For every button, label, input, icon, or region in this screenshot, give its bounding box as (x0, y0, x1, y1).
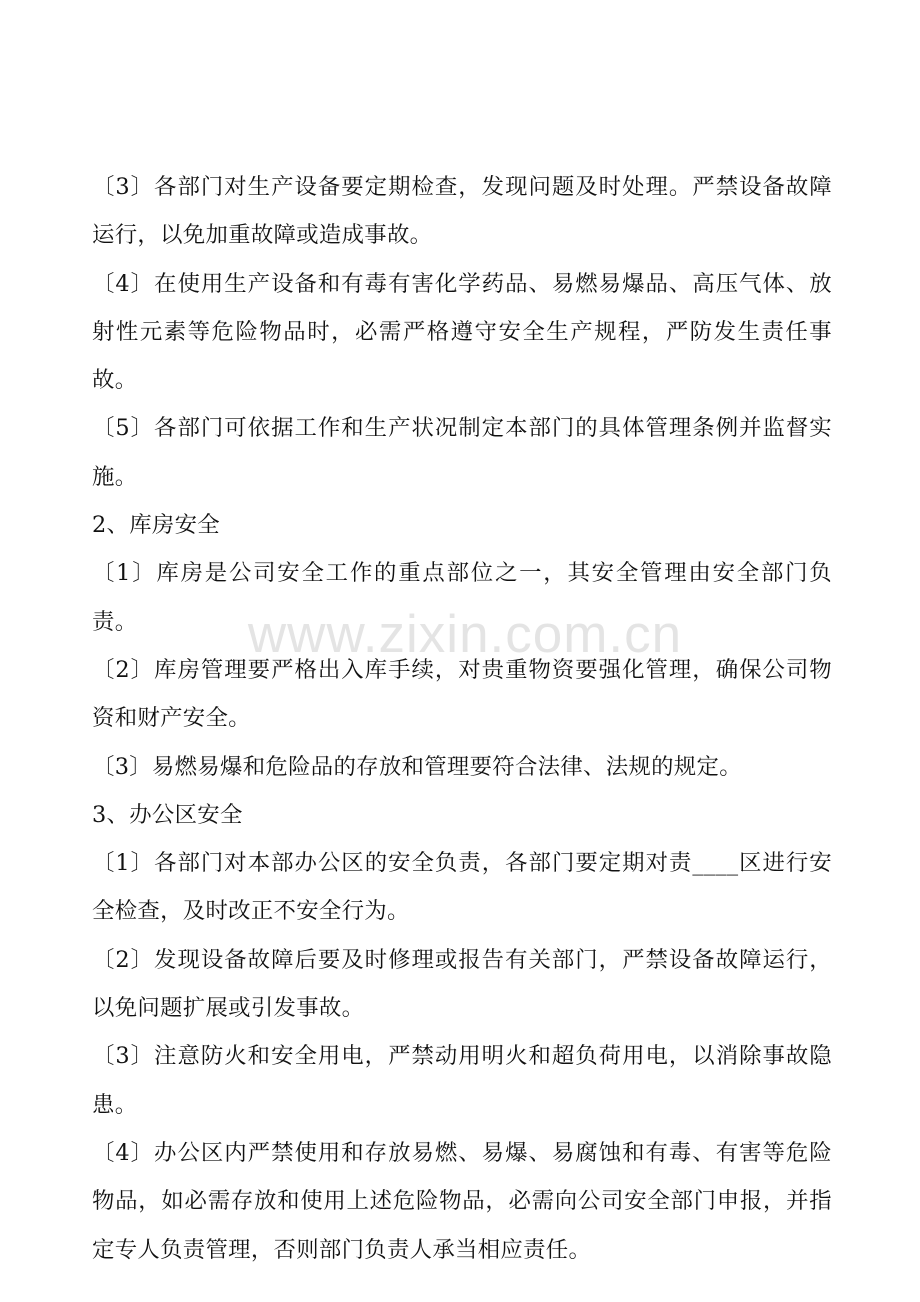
paragraph-hazardous-materials: 〔4〕在使用生产设备和有毒有害化学药品、易燃易爆品、高压气体、放射性元素等危险物品时，必需严格遵守安全生产规程，严防发生责任事故。 (92, 270, 832, 394)
paragraph-warehouse-procedures: 〔2〕库房管理要严格出入库手续，对贵重物资要强化管理，确保公司物资和财产安全。 (92, 656, 832, 732)
paragraph-hazardous-storage: 〔3〕易燃易爆和危险品的存放和管理要符合法律、法规的规定。 (92, 753, 742, 780)
paragraph-fire-electricity: 〔3〕注意防火和安全用电，严禁动用明火和超负荷用电，以消除事故隐患。 (92, 1043, 832, 1118)
paragraph-equipment-repair: 〔2〕发现设备故障后要及时修理或报告有关部门，严禁设备故障运行，以免问题扩展或引发事故。 (92, 946, 832, 1022)
section-heading-warehouse-safety: 2、库房安全 (92, 512, 220, 539)
watermark: www.zixin.com.cn (247, 605, 683, 664)
paragraph-equipment-inspection: 〔3〕各部门对生产设备要定期检查，发现问题及时处理。严禁设备故障运行，以免加重故障或造成事故。 (92, 174, 832, 249)
paragraph-warehouse-key-area: 〔1〕库房是公司安全工作的重点部位之一，其安全管理由安全部门负责。 (92, 560, 832, 635)
paragraph-department-regulations: 〔5〕各部门可依据工作和生产状况制定本部门的具体管理条例并监督实施。 (92, 415, 832, 490)
paragraph-office-responsibility: 〔1〕各部门对本部办公区的安全负责，各部门要定期对责____区进行安全检查，及时改正不安全行为。 (92, 850, 832, 925)
paragraph-office-hazardous-items: 〔4〕办公区内严禁使用和存放易燃、易爆、易腐蚀和有毒、有害等危险物品，如必需存放和使用上述危险物品，必需向公司安全部门申报，并指定专人负责管理，否则部门负责人承当相应责任。 (92, 1139, 832, 1263)
section-heading-office-safety: 3、办公区安全 (92, 801, 243, 828)
document-body (92, 163, 832, 1274)
